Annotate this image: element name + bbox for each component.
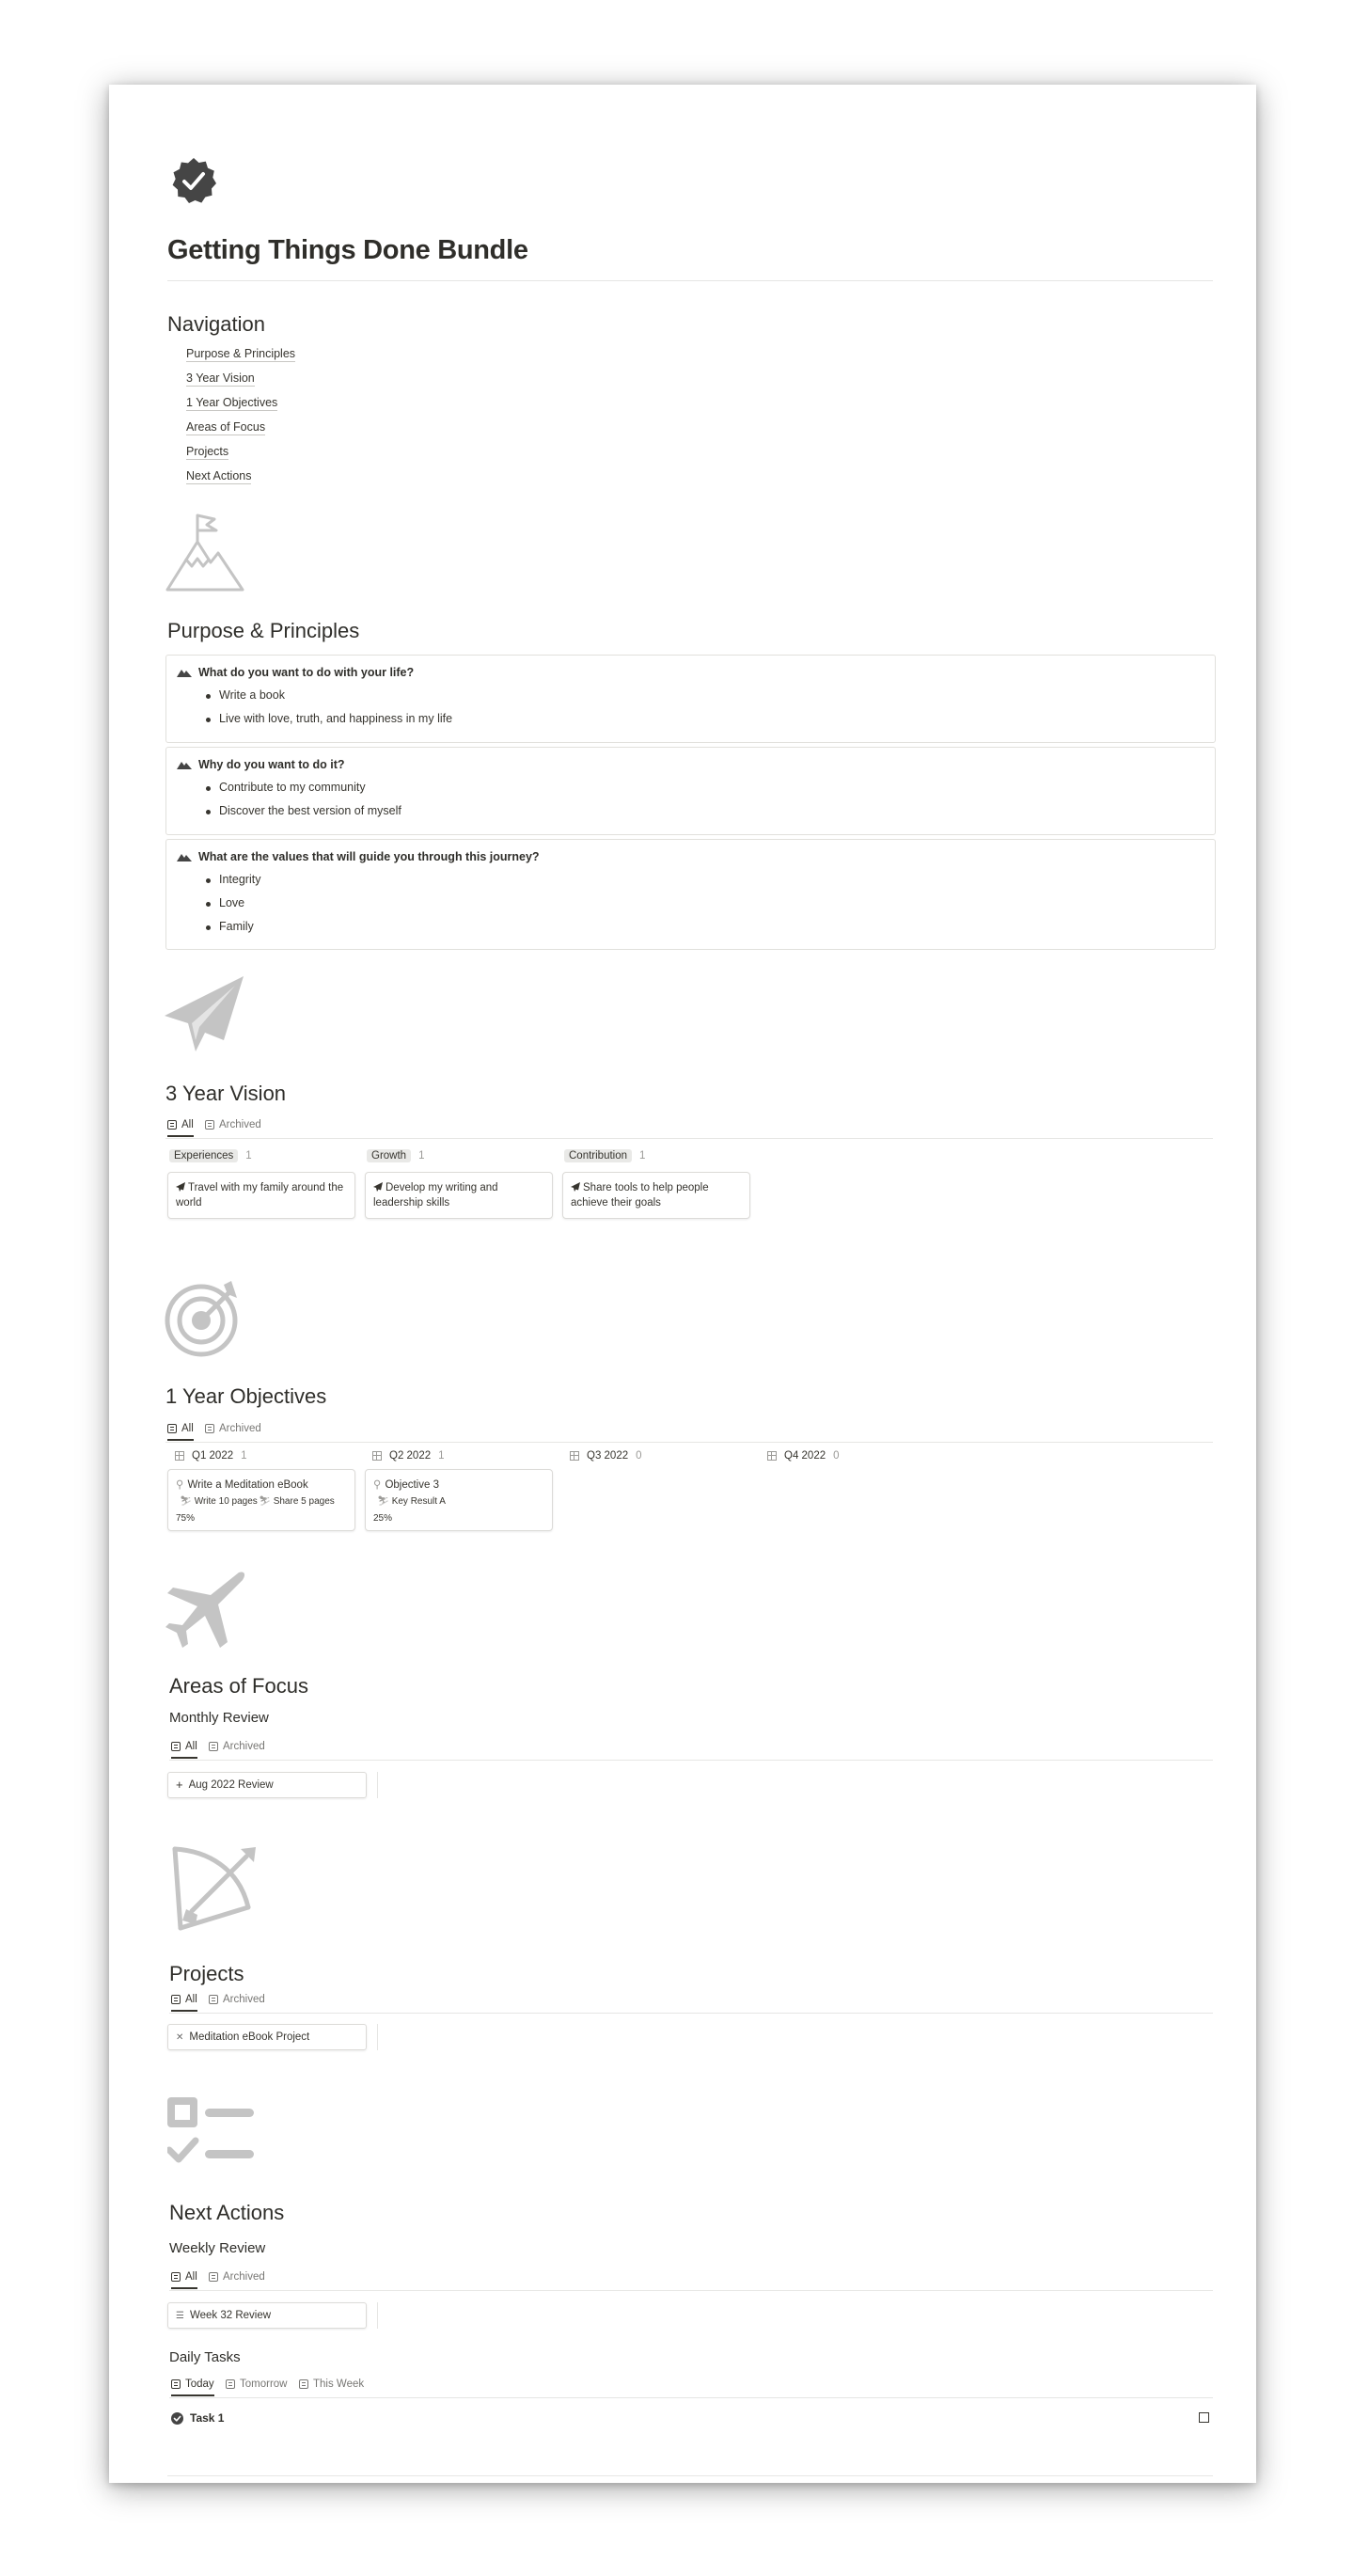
nav-link-projects[interactable]: Projects: [186, 445, 229, 458]
group-q2: Q2 2022 1: [372, 1450, 445, 1462]
objectives-view-tabs: [167, 1418, 1213, 1441]
key-result: ⛷ Share 5 pages: [259, 1496, 335, 1507]
nav-link-1-year-objectives[interactable]: 1 Year Objectives: [186, 396, 278, 409]
project-item[interactable]: ✕ Meditation eBook Project: [167, 2024, 367, 2050]
callout-question: Why do you want to do it?: [198, 758, 345, 771]
weekly-view-tabs: [171, 2267, 1213, 2289]
navigation-heading: Navigation: [167, 312, 265, 336]
purpose-heading: Purpose & Principles: [167, 619, 360, 642]
tab-all[interactable]: All: [171, 2267, 197, 2287]
tab-all[interactable]: All: [171, 1989, 197, 2010]
projects-view-tabs: [171, 1989, 1213, 2012]
group-q3: Q3 2022 0: [570, 1450, 642, 1462]
daily-view-tabs: [171, 2374, 1213, 2396]
vision-card[interactable]: Develop my writing and leadership skills: [365, 1172, 553, 1219]
tab-this-week[interactable]: This Week: [299, 2374, 364, 2394]
plus-icon: +: [176, 1778, 183, 1792]
page-title: Getting Things Done Bundle: [167, 235, 528, 265]
daily-tasks-heading: Daily Tasks: [169, 2349, 241, 2365]
key-result: ⛷ Key Result A: [377, 1496, 446, 1507]
areas-heading: Areas of Focus: [169, 1674, 308, 1698]
vision-heading: 3 Year Vision: [165, 1082, 287, 1105]
tab-tomorrow[interactable]: Tomorrow: [226, 2374, 287, 2394]
progress: 75%: [176, 1513, 196, 1524]
progress: 25%: [373, 1513, 393, 1524]
nav-link-purpose[interactable]: Purpose & Principles: [186, 347, 296, 360]
card-title: ⚲ Objective 3: [373, 1479, 439, 1491]
group-q4: Q4 2022 0: [767, 1450, 840, 1462]
mountain-icon: [177, 852, 192, 861]
monthly-review-heading: Monthly Review: [169, 1710, 269, 1726]
group-growth: Growth 1: [367, 1149, 424, 1162]
callout-question: What do you want to do with your life?: [198, 666, 415, 679]
airplane-icon: [165, 1569, 246, 1650]
bullet-item: Live with love, truth, and happiness in my life: [219, 712, 453, 725]
group-experiences: Experiences 1: [169, 1149, 252, 1162]
callout-why: [165, 747, 1216, 835]
list-icon: ☰: [176, 2310, 184, 2321]
group-q1: Q1 2022 1: [175, 1450, 247, 1462]
objective-card[interactable]: [167, 1469, 355, 1531]
task-row[interactable]: [169, 2408, 1213, 2430]
grid-icon: [767, 1451, 777, 1461]
tab-archived[interactable]: Archived: [205, 1114, 261, 1135]
target-icon: [164, 1279, 243, 1358]
vision-card[interactable]: Travel with my family around the world: [167, 1172, 355, 1219]
nav-link-areas-of-focus[interactable]: Areas of Focus: [186, 420, 266, 434]
check-circle-icon: [171, 2412, 183, 2425]
tab-all[interactable]: All: [167, 1418, 194, 1439]
grid-icon: [570, 1451, 579, 1461]
key-result: ⛷ Write 10 pages: [180, 1496, 258, 1507]
callout-question: What are the values that will guide you through this journey?: [198, 850, 540, 863]
tab-archived[interactable]: Archived: [209, 2267, 265, 2287]
checklist-icon: [167, 2097, 258, 2169]
mountain-flag-icon: [165, 514, 244, 593]
weekly-review-item[interactable]: ☰ Week 32 Review: [167, 2302, 367, 2329]
page: [109, 85, 1256, 2483]
callout-life-goal: [165, 655, 1216, 743]
task-title: Task 1: [190, 2411, 225, 2425]
grid-icon: [372, 1451, 382, 1461]
paper-plane-icon: [373, 1182, 383, 1192]
nav-link-next-actions[interactable]: Next Actions: [186, 469, 252, 482]
bullet-item: Family: [219, 920, 254, 933]
tab-all[interactable]: All: [171, 1736, 197, 1757]
projects-heading: Projects: [169, 1962, 244, 1985]
tools-icon: ✕: [176, 2031, 184, 2043]
next-actions-heading: Next Actions: [169, 2201, 285, 2224]
bullet-item: Love: [219, 896, 245, 909]
grid-icon: [175, 1451, 184, 1461]
bullet-item: Write a book: [219, 688, 285, 702]
mountain-icon: [177, 668, 192, 677]
mountain-icon: [177, 760, 192, 769]
paper-plane-icon: [176, 1182, 185, 1192]
vision-card[interactable]: Share tools to help people achieve their goals: [562, 1172, 750, 1219]
tab-archived[interactable]: Archived: [209, 1989, 265, 2010]
card-title: ⚲ Write a Meditation eBook: [176, 1479, 308, 1491]
tab-all[interactable]: All: [167, 1114, 194, 1135]
callout-values: [165, 839, 1216, 950]
tab-archived[interactable]: Archived: [205, 1418, 261, 1439]
bullet-item: Contribute to my community: [219, 781, 366, 794]
vision-view-tabs: [167, 1114, 1213, 1137]
monthly-review-item[interactable]: + Aug 2022 Review: [167, 1772, 367, 1798]
title-divider: [167, 280, 1213, 281]
objectives-heading: 1 Year Objectives: [165, 1384, 327, 1408]
paper-plane-icon: [164, 974, 244, 1055]
objective-card[interactable]: [365, 1469, 553, 1531]
bullet-item: Discover the best version of myself: [219, 804, 401, 817]
areas-view-tabs: [171, 1736, 1213, 1759]
group-contribution: Contribution 1: [564, 1149, 645, 1162]
task-checkbox[interactable]: [1199, 2412, 1209, 2423]
verified-badge-icon: [169, 156, 218, 205]
bow-arrow-icon: [169, 1843, 260, 1934]
bullet-item: Integrity: [219, 873, 261, 886]
tab-archived[interactable]: Archived: [209, 1736, 265, 1757]
tab-today[interactable]: Today: [171, 2374, 214, 2394]
nav-link-3-year-vision[interactable]: 3 Year Vision: [186, 371, 255, 385]
weekly-review-heading: Weekly Review: [169, 2240, 266, 2256]
paper-plane-icon: [571, 1182, 580, 1192]
